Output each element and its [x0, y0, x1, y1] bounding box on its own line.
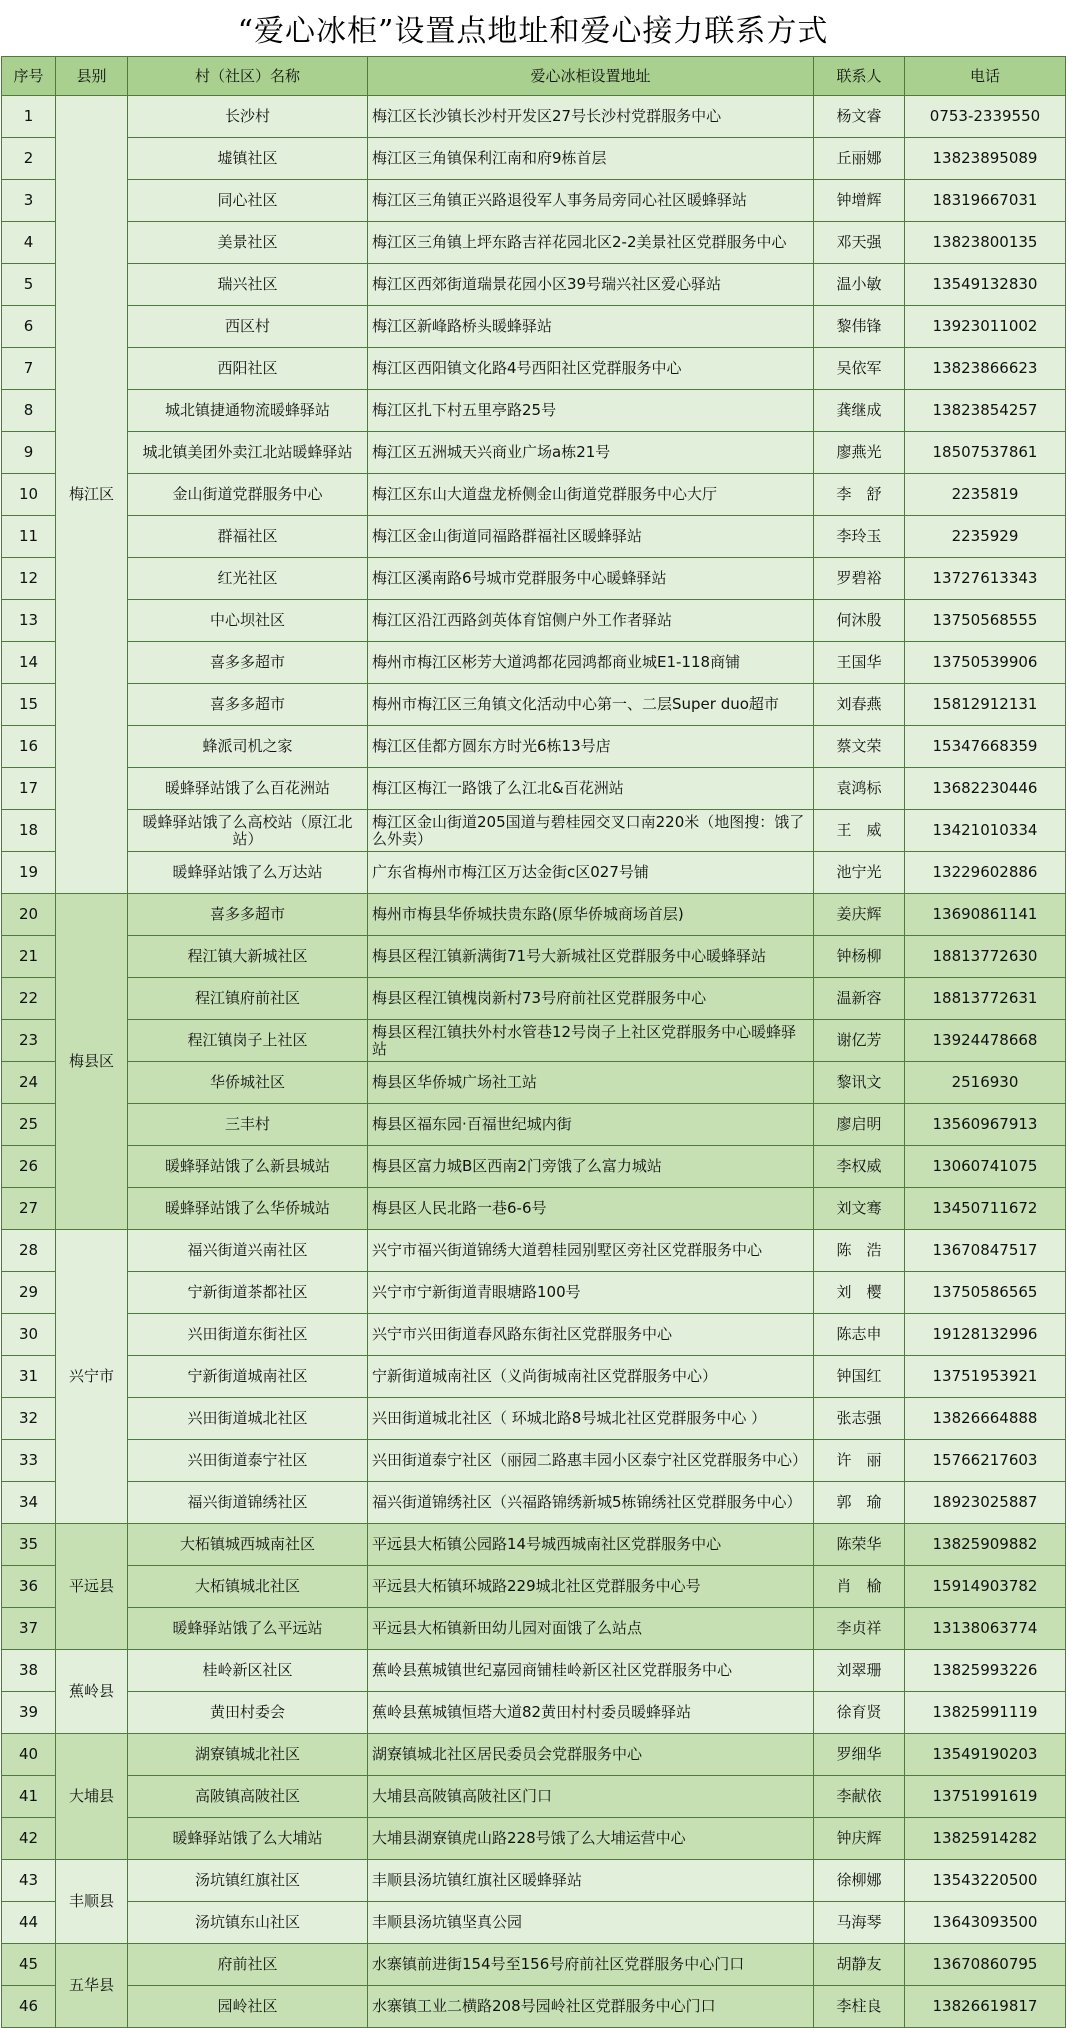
cell-address: 梅江区长沙镇长沙村开发区27号长沙村党群服务中心	[368, 96, 814, 138]
cell-contact: 吴依军	[814, 348, 905, 390]
cell-county: 梅县区	[56, 894, 128, 1230]
cell-phone: 13825991119	[905, 1692, 1066, 1734]
cell-address: 梅江区五洲城天兴商业广场a栋21号	[368, 432, 814, 474]
header-no: 序号	[2, 57, 56, 96]
cell-no: 12	[2, 558, 56, 600]
cell-address: 福兴街道锦绣社区（兴福路锦绣新城5栋锦绣社区党群服务中心）	[368, 1482, 814, 1524]
cell-name: 福兴街道锦绣社区	[128, 1482, 368, 1524]
cell-phone: 13823800135	[905, 222, 1066, 264]
cell-name: 城北镇美团外卖江北站暖蜂驿站	[128, 432, 368, 474]
cell-no: 17	[2, 768, 56, 810]
cell-address: 梅江区新峰路桥头暖蜂驿站	[368, 306, 814, 348]
cell-contact: 马海琴	[814, 1902, 905, 1944]
cell-no: 20	[2, 894, 56, 936]
table-row	[2, 726, 1066, 768]
cell-phone: 13682230446	[905, 768, 1066, 810]
table-row	[2, 180, 1066, 222]
cell-address: 梅江区金山街道205国道与碧桂园交叉口南220米（地图搜：饿了么外卖）	[368, 810, 814, 852]
cell-name: 兴田街道东街社区	[128, 1314, 368, 1356]
locations-table	[1, 56, 1066, 2028]
cell-contact: 罗碧裕	[814, 558, 905, 600]
cell-address: 梅县区程江镇新满街71号大新城社区党群服务中心暖蜂驿站	[368, 936, 814, 978]
cell-county: 蕉岭县	[56, 1650, 128, 1734]
cell-address: 梅江区梅江一路饿了么江北&百花洲站	[368, 768, 814, 810]
cell-county: 五华县	[56, 1944, 128, 2028]
cell-address: 梅江区三角镇保利江南和府9栋首层	[368, 138, 814, 180]
cell-name: 喜多多超市	[128, 894, 368, 936]
cell-name: 汤坑镇红旗社区	[128, 1860, 368, 1902]
cell-contact: 罗细华	[814, 1734, 905, 1776]
table-row	[2, 1146, 1066, 1188]
cell-contact: 杨文睿	[814, 96, 905, 138]
cell-no: 18	[2, 810, 56, 852]
cell-contact: 李 舒	[814, 474, 905, 516]
cell-name: 西阳社区	[128, 348, 368, 390]
table-row	[2, 1062, 1066, 1104]
cell-no: 11	[2, 516, 56, 558]
cell-phone: 15914903782	[905, 1566, 1066, 1608]
cell-name: 群福社区	[128, 516, 368, 558]
cell-name: 墟镇社区	[128, 138, 368, 180]
header-county: 县别	[56, 57, 128, 96]
cell-address: 兴宁市兴田街道春风路东街社区党群服务中心	[368, 1314, 814, 1356]
cell-no: 1	[2, 96, 56, 138]
cell-contact: 何沐殷	[814, 600, 905, 642]
cell-contact: 钟杨柳	[814, 936, 905, 978]
cell-contact: 陈 浩	[814, 1230, 905, 1272]
table-row	[2, 306, 1066, 348]
table-row	[2, 684, 1066, 726]
cell-name: 暖蜂驿站饿了么平远站	[128, 1608, 368, 1650]
table-row	[2, 474, 1066, 516]
cell-phone: 13750568555	[905, 600, 1066, 642]
table-row	[2, 96, 1066, 138]
cell-address: 梅州市梅江区彬芳大道鸿都花园鸿都商业城E1-118商铺	[368, 642, 814, 684]
cell-address: 梅江区扎下村五里亭路25号	[368, 390, 814, 432]
cell-phone: 13138063774	[905, 1608, 1066, 1650]
cell-name: 大柘镇城北社区	[128, 1566, 368, 1608]
cell-contact: 肖 榆	[814, 1566, 905, 1608]
cell-phone: 13823866623	[905, 348, 1066, 390]
cell-no: 9	[2, 432, 56, 474]
table-row	[2, 1692, 1066, 1734]
cell-contact: 蔡文荣	[814, 726, 905, 768]
cell-contact: 徐育贤	[814, 1692, 905, 1734]
cell-name: 兴田街道城北社区	[128, 1398, 368, 1440]
cell-no: 4	[2, 222, 56, 264]
table-row	[2, 1188, 1066, 1230]
cell-name: 高陂镇高陂社区	[128, 1776, 368, 1818]
cell-phone: 13825993226	[905, 1650, 1066, 1692]
cell-phone: 13543220500	[905, 1860, 1066, 1902]
header-phone: 电话	[905, 57, 1066, 96]
cell-contact: 刘文骞	[814, 1188, 905, 1230]
cell-no: 21	[2, 936, 56, 978]
cell-phone: 13060741075	[905, 1146, 1066, 1188]
cell-contact: 李献依	[814, 1776, 905, 1818]
cell-name: 宁新街道茶都社区	[128, 1272, 368, 1314]
cell-contact: 徐柳娜	[814, 1860, 905, 1902]
cell-phone: 13825909882	[905, 1524, 1066, 1566]
cell-no: 46	[2, 1986, 56, 2028]
table-row	[2, 1272, 1066, 1314]
table-row	[2, 600, 1066, 642]
cell-phone: 18813772630	[905, 936, 1066, 978]
cell-contact: 张志强	[814, 1398, 905, 1440]
cell-phone: 13727613343	[905, 558, 1066, 600]
cell-no: 15	[2, 684, 56, 726]
cell-address: 梅江区三角镇正兴路退役军人事务局旁同心社区暖蜂驿站	[368, 180, 814, 222]
cell-phone: 18813772631	[905, 978, 1066, 1020]
table-row	[2, 1104, 1066, 1146]
cell-address: 水寨镇工业二横路208号园岭社区党群服务中心门口	[368, 1986, 814, 2028]
table-row	[2, 1524, 1066, 1566]
cell-address: 梅县区程江镇槐岗新村73号府前社区党群服务中心	[368, 978, 814, 1020]
cell-contact: 李柱良	[814, 1986, 905, 2028]
cell-contact: 丘丽娜	[814, 138, 905, 180]
cell-no: 29	[2, 1272, 56, 1314]
table-row	[2, 1020, 1066, 1062]
cell-contact: 许 丽	[814, 1440, 905, 1482]
cell-address: 宁新街道城南社区（义尚街城南社区党群服务中心）	[368, 1356, 814, 1398]
header-address: 爱心冰柜设置地址	[368, 57, 814, 96]
cell-name: 城北镇捷通物流暖蜂驿站	[128, 390, 368, 432]
cell-contact: 李贞祥	[814, 1608, 905, 1650]
cell-address: 蕉岭县蕉城镇世纪嘉园商铺桂岭新区社区党群服务中心	[368, 1650, 814, 1692]
cell-contact: 廖启明	[814, 1104, 905, 1146]
table-row	[2, 1944, 1066, 1986]
table-row	[2, 264, 1066, 306]
cell-address: 梅江区三角镇上坪东路吉祥花园北区2-2美景社区党群服务中心	[368, 222, 814, 264]
cell-no: 22	[2, 978, 56, 1020]
cell-name: 美景社区	[128, 222, 368, 264]
cell-name: 暖蜂驿站饿了么新县城站	[128, 1146, 368, 1188]
cell-no: 19	[2, 852, 56, 894]
table-row	[2, 516, 1066, 558]
cell-no: 10	[2, 474, 56, 516]
cell-no: 7	[2, 348, 56, 390]
cell-contact: 姜庆辉	[814, 894, 905, 936]
cell-no: 31	[2, 1356, 56, 1398]
cell-phone: 13643093500	[905, 1902, 1066, 1944]
cell-no: 39	[2, 1692, 56, 1734]
cell-contact: 谢亿芳	[814, 1020, 905, 1062]
cell-contact: 陈荣华	[814, 1524, 905, 1566]
cell-address: 丰顺县汤坑镇坚真公园	[368, 1902, 814, 1944]
cell-contact: 刘翠珊	[814, 1650, 905, 1692]
cell-no: 8	[2, 390, 56, 432]
cell-contact: 龚继成	[814, 390, 905, 432]
cell-contact: 李玲玉	[814, 516, 905, 558]
cell-no: 16	[2, 726, 56, 768]
cell-no: 32	[2, 1398, 56, 1440]
table-row	[2, 894, 1066, 936]
cell-contact: 温小敏	[814, 264, 905, 306]
table-row	[2, 1398, 1066, 1440]
cell-contact: 胡静友	[814, 1944, 905, 1986]
cell-no: 5	[2, 264, 56, 306]
table-row	[2, 138, 1066, 180]
cell-phone: 13560967913	[905, 1104, 1066, 1146]
cell-no: 24	[2, 1062, 56, 1104]
table-row	[2, 1650, 1066, 1692]
cell-name: 桂岭新区社区	[128, 1650, 368, 1692]
cell-address: 梅江区西郊街道瑞景花园小区39号瑞兴社区爱心驿站	[368, 264, 814, 306]
cell-county: 梅江区	[56, 96, 128, 894]
cell-no: 34	[2, 1482, 56, 1524]
cell-county: 大埔县	[56, 1734, 128, 1860]
cell-no: 41	[2, 1776, 56, 1818]
cell-address: 平远县大柘镇环城路229城北社区党群服务中心号	[368, 1566, 814, 1608]
cell-name: 湖寮镇城北社区	[128, 1734, 368, 1776]
cell-contact: 黎讯文	[814, 1062, 905, 1104]
cell-contact: 李权威	[814, 1146, 905, 1188]
cell-name: 喜多多超市	[128, 684, 368, 726]
cell-address: 梅州市梅江区三角镇文化活动中心第一、二层Super duo超市	[368, 684, 814, 726]
cell-phone: 13690861141	[905, 894, 1066, 936]
table-row	[2, 1734, 1066, 1776]
cell-name: 暖蜂驿站饿了么百花洲站	[128, 768, 368, 810]
page-title: “爱心冰柜”设置点地址和爱心接力联系方式	[237, 14, 829, 49]
cell-name: 同心社区	[128, 180, 368, 222]
cell-address: 兴宁市福兴街道锦绣大道碧桂园别墅区旁社区党群服务中心	[368, 1230, 814, 1272]
cell-no: 38	[2, 1650, 56, 1692]
cell-name: 暖蜂驿站饿了么大埔站	[128, 1818, 368, 1860]
cell-name: 三丰村	[128, 1104, 368, 1146]
cell-phone: 0753-2339550	[905, 96, 1066, 138]
table-row	[2, 1440, 1066, 1482]
header-name: 村（社区）名称	[128, 57, 368, 96]
cell-contact: 温新容	[814, 978, 905, 1020]
cell-contact: 郭 瑜	[814, 1482, 905, 1524]
table-row	[2, 768, 1066, 810]
cell-contact: 王国华	[814, 642, 905, 684]
table-row	[2, 222, 1066, 264]
cell-address: 梅江区东山大道盘龙桥侧金山街道党群服务中心大厅	[368, 474, 814, 516]
cell-phone: 13826664888	[905, 1398, 1066, 1440]
cell-contact: 钟国红	[814, 1356, 905, 1398]
cell-name: 暖蜂驿站饿了么高校站（原江北站）	[128, 810, 368, 852]
table-row	[2, 1902, 1066, 1944]
cell-no: 25	[2, 1104, 56, 1146]
cell-no: 30	[2, 1314, 56, 1356]
cell-phone: 13549132830	[905, 264, 1066, 306]
table-row	[2, 936, 1066, 978]
table-row	[2, 978, 1066, 1020]
cell-no: 45	[2, 1944, 56, 1986]
table-row	[2, 348, 1066, 390]
cell-address: 梅江区西阳镇文化路4号西阳社区党群服务中心	[368, 348, 814, 390]
cell-name: 长沙村	[128, 96, 368, 138]
cell-county: 丰顺县	[56, 1860, 128, 1944]
cell-phone: 13229602886	[905, 852, 1066, 894]
cell-name: 府前社区	[128, 1944, 368, 1986]
cell-name: 程江镇岗子上社区	[128, 1020, 368, 1062]
cell-address: 湖寮镇城北社区居民委员会党群服务中心	[368, 1734, 814, 1776]
cell-phone: 13823895089	[905, 138, 1066, 180]
cell-name: 瑞兴社区	[128, 264, 368, 306]
table-row	[2, 810, 1066, 852]
table-row	[2, 1230, 1066, 1272]
cell-no: 26	[2, 1146, 56, 1188]
header-row	[2, 57, 1066, 96]
cell-name: 园岭社区	[128, 1986, 368, 2028]
cell-phone: 13751991619	[905, 1776, 1066, 1818]
table-row	[2, 1356, 1066, 1398]
table-row	[2, 1314, 1066, 1356]
cell-name: 金山街道党群服务中心	[128, 474, 368, 516]
cell-contact: 王 威	[814, 810, 905, 852]
table-row	[2, 1608, 1066, 1650]
cell-no: 35	[2, 1524, 56, 1566]
cell-no: 33	[2, 1440, 56, 1482]
table-row	[2, 558, 1066, 600]
cell-contact: 黎伟锋	[814, 306, 905, 348]
cell-no: 42	[2, 1818, 56, 1860]
table-row	[2, 852, 1066, 894]
cell-phone: 13923011002	[905, 306, 1066, 348]
cell-address: 兴田街道泰宁社区（丽园二路惠丰园小区泰宁社区党群服务中心）	[368, 1440, 814, 1482]
cell-address: 水寨镇前进街154号至156号府前社区党群服务中心门口	[368, 1944, 814, 1986]
cell-name: 大柘镇城西城南社区	[128, 1524, 368, 1566]
cell-name: 福兴街道兴南社区	[128, 1230, 368, 1272]
cell-phone: 13823854257	[905, 390, 1066, 432]
cell-phone: 18319667031	[905, 180, 1066, 222]
cell-no: 2	[2, 138, 56, 180]
table-row	[2, 1986, 1066, 2028]
cell-name: 宁新街道城南社区	[128, 1356, 368, 1398]
cell-name: 暖蜂驿站饿了么华侨城站	[128, 1188, 368, 1230]
cell-phone: 13751953921	[905, 1356, 1066, 1398]
cell-address: 梅江区沿江西路剑英体育馆侧户外工作者驿站	[368, 600, 814, 642]
cell-address: 兴田街道城北社区（ 环城北路8号城北社区党群服务中心 ）	[368, 1398, 814, 1440]
cell-no: 13	[2, 600, 56, 642]
cell-phone: 18507537861	[905, 432, 1066, 474]
cell-address: 兴宁市宁新街道青眼塘路100号	[368, 1272, 814, 1314]
header-contact: 联系人	[814, 57, 905, 96]
cell-contact: 刘春燕	[814, 684, 905, 726]
cell-contact: 刘 樱	[814, 1272, 905, 1314]
cell-phone: 18923025887	[905, 1482, 1066, 1524]
cell-address: 平远县大柘镇新田幼儿园对面饿了么站点	[368, 1608, 814, 1650]
cell-no: 37	[2, 1608, 56, 1650]
table-row	[2, 1482, 1066, 1524]
table-row	[2, 1776, 1066, 1818]
cell-address: 梅县区华侨城广场社工站	[368, 1062, 814, 1104]
cell-name: 喜多多超市	[128, 642, 368, 684]
cell-contact: 陈志申	[814, 1314, 905, 1356]
cell-contact: 廖燕光	[814, 432, 905, 474]
cell-address: 梅江区金山街道同福路群福社区暖蜂驿站	[368, 516, 814, 558]
cell-phone: 13826619817	[905, 1986, 1066, 2028]
cell-address: 大埔县湖寮镇虎山路228号饿了么大埔运营中心	[368, 1818, 814, 1860]
cell-contact: 袁鸿标	[814, 768, 905, 810]
cell-name: 华侨城社区	[128, 1062, 368, 1104]
table-row	[2, 390, 1066, 432]
cell-phone: 13549190203	[905, 1734, 1066, 1776]
cell-no: 43	[2, 1860, 56, 1902]
table-row	[2, 1818, 1066, 1860]
cell-name: 红光社区	[128, 558, 368, 600]
cell-no: 27	[2, 1188, 56, 1230]
cell-address: 蕉岭县蕉城镇恒塔大道82黄田村村委员暖蜂驿站	[368, 1692, 814, 1734]
cell-no: 6	[2, 306, 56, 348]
cell-phone: 15766217603	[905, 1440, 1066, 1482]
cell-phone: 13750586565	[905, 1272, 1066, 1314]
cell-contact: 邓天强	[814, 222, 905, 264]
cell-no: 44	[2, 1902, 56, 1944]
cell-name: 兴田街道泰宁社区	[128, 1440, 368, 1482]
cell-address: 梅县区富力城B区西南2门旁饿了么富力城站	[368, 1146, 814, 1188]
cell-address: 平远县大柘镇公园路14号城西城南社区党群服务中心	[368, 1524, 814, 1566]
cell-name: 蜂派司机之家	[128, 726, 368, 768]
cell-phone: 19128132996	[905, 1314, 1066, 1356]
cell-county: 兴宁市	[56, 1230, 128, 1524]
table-row	[2, 1566, 1066, 1608]
cell-no: 23	[2, 1020, 56, 1062]
cell-no: 28	[2, 1230, 56, 1272]
cell-phone: 13750539906	[905, 642, 1066, 684]
table-row	[2, 642, 1066, 684]
cell-contact: 钟庆辉	[814, 1818, 905, 1860]
cell-phone: 2235819	[905, 474, 1066, 516]
cell-contact: 钟增辉	[814, 180, 905, 222]
cell-address: 广东省梅州市梅江区万达金街c区027号铺	[368, 852, 814, 894]
cell-address: 梅县区程江镇扶外村水管巷12号岗子上社区党群服务中心暖蜂驿站	[368, 1020, 814, 1062]
cell-phone: 13450711672	[905, 1188, 1066, 1230]
cell-phone: 2235929	[905, 516, 1066, 558]
cell-name: 中心坝社区	[128, 600, 368, 642]
cell-phone: 13421010334	[905, 810, 1066, 852]
cell-address: 梅州市梅县华侨城扶贵东路(原华侨城商场首层)	[368, 894, 814, 936]
cell-phone: 13670847517	[905, 1230, 1066, 1272]
cell-phone: 15347668359	[905, 726, 1066, 768]
cell-name: 程江镇府前社区	[128, 978, 368, 1020]
cell-address: 大埔县高陂镇高陂社区门口	[368, 1776, 814, 1818]
cell-address: 梅江区佳都方圆东方时光6栋13号店	[368, 726, 814, 768]
cell-address: 梅县区福东园·百福世纪城内街	[368, 1104, 814, 1146]
cell-no: 14	[2, 642, 56, 684]
cell-no: 3	[2, 180, 56, 222]
cell-address: 梅江区溪南路6号城市党群服务中心暖蜂驿站	[368, 558, 814, 600]
cell-address: 丰顺县汤坑镇红旗社区暖蜂驿站	[368, 1860, 814, 1902]
cell-phone: 2516930	[905, 1062, 1066, 1104]
cell-contact: 池宁光	[814, 852, 905, 894]
table-row	[2, 432, 1066, 474]
cell-no: 36	[2, 1566, 56, 1608]
table-body	[2, 96, 1066, 2028]
cell-name: 暖蜂驿站饿了么万达站	[128, 852, 368, 894]
cell-no: 40	[2, 1734, 56, 1776]
cell-name: 汤坑镇东山社区	[128, 1902, 368, 1944]
cell-county: 平远县	[56, 1524, 128, 1650]
cell-name: 程江镇大新城社区	[128, 936, 368, 978]
cell-phone: 13825914282	[905, 1818, 1066, 1860]
cell-address: 梅县区人民北路一巷6-6号	[368, 1188, 814, 1230]
cell-name: 西区村	[128, 306, 368, 348]
cell-phone: 13924478668	[905, 1020, 1066, 1062]
table-row	[2, 1860, 1066, 1902]
cell-phone: 15812912131	[905, 684, 1066, 726]
cell-phone: 13670860795	[905, 1944, 1066, 1986]
cell-name: 黄田村委会	[128, 1692, 368, 1734]
